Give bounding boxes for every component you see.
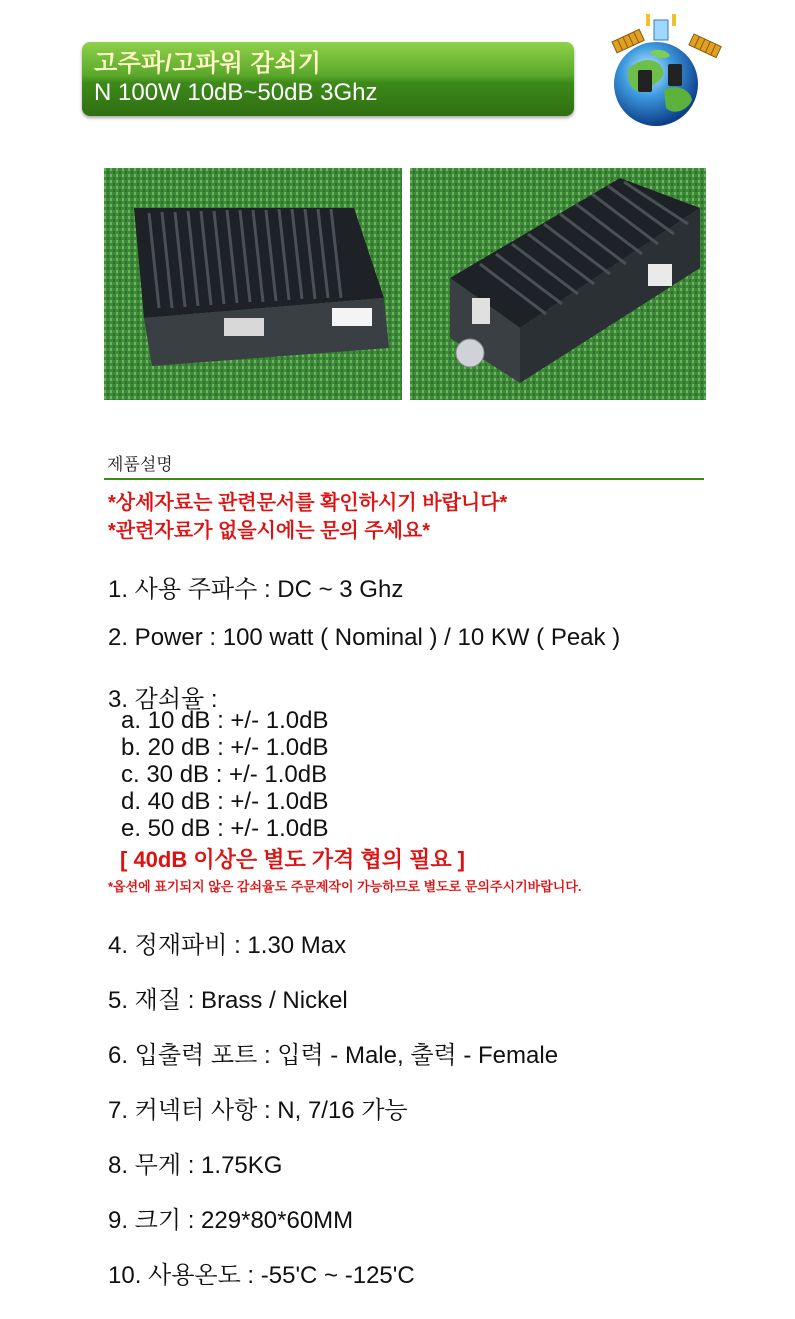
- spec-size: 9. 크기 : 229*80*60MM: [108, 1207, 354, 1234]
- attenuation-item: b. 20 dB : +/- 1.0dB: [121, 734, 329, 761]
- attenuation-item: c. 30 dB : +/- 1.0dB: [121, 761, 328, 788]
- attenuation-item: e. 50 dB : +/- 1.0dB: [121, 815, 329, 842]
- price-consultation-note: [ 40dB 이상은 별도 가격 협의 필요 ]: [120, 847, 466, 872]
- attenuation-item: a. 10 dB : +/- 1.0dB: [121, 707, 329, 734]
- spec-material: 5. 재질 : Brass / Nickel: [108, 987, 348, 1014]
- title-banner: [82, 42, 574, 116]
- notice-line-2: *관련자료가 없을시에는 문의 주세요*: [108, 520, 431, 542]
- spec-power: 2. Power : 100 watt ( Nominal ) / 10 KW ( Peak ): [108, 624, 621, 651]
- section-title: 제품설명: [107, 455, 173, 474]
- globe-satellite-icon: [598, 12, 738, 130]
- spec-ports: 6. 입출력 포트 : 입력 - Male, 출력 - Female: [108, 1042, 559, 1069]
- spec-temperature: 10. 사용온도 : -55'C ~ -125'C: [108, 1262, 415, 1289]
- custom-order-note: *옵션에 표기되지 않은 감쇠율도 주문제작이 가능하므로 별도로 문의주시기바랍니다.: [108, 879, 582, 894]
- spec-weight: 8. 무게 : 1.75KG: [108, 1152, 283, 1179]
- notice-line-1: *상세자료는 관련문서를 확인하시기 바랍니다*: [108, 492, 508, 514]
- spec-vswr: 4. 정재파비 : 1.30 Max: [108, 932, 347, 959]
- spec-frequency: 1. 사용 주파수 : DC ~ 3 Ghz: [108, 576, 404, 603]
- product-photo-front: [104, 168, 402, 400]
- attenuation-item: d. 40 dB : +/- 1.0dB: [121, 788, 329, 815]
- product-photo-angled: [410, 168, 706, 400]
- section-divider: [104, 478, 704, 480]
- spec-attenuation: 3. 감쇠율 :: [108, 686, 218, 713]
- banner-title-korean: 고주파/고파워 감쇠기: [94, 50, 322, 77]
- spec-connector: 7. 커넥터 사항 : N, 7/16 가능: [108, 1097, 408, 1124]
- banner-title-model: N 100W 10dB~50dB 3Ghz: [94, 79, 378, 106]
